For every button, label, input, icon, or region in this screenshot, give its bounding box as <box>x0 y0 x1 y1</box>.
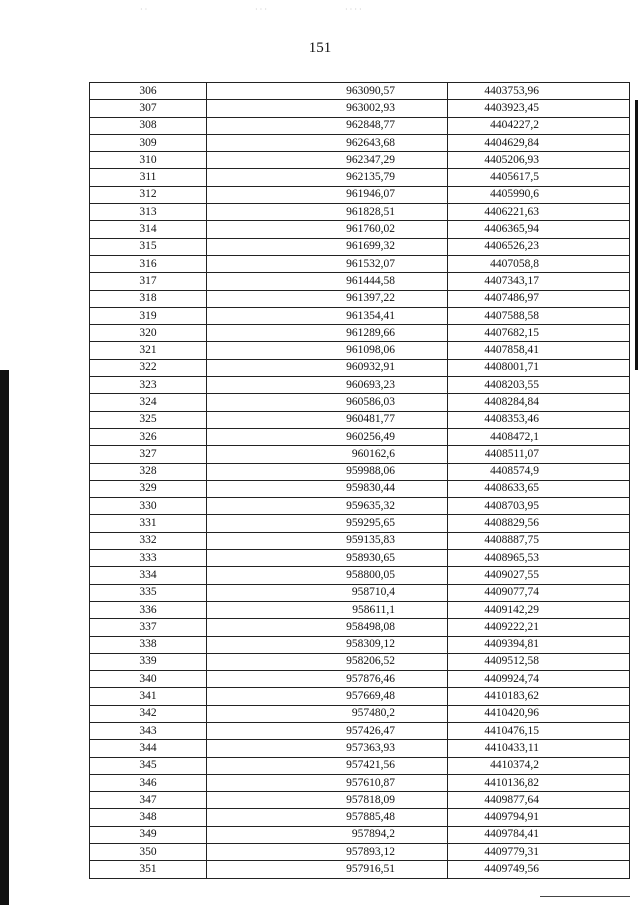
table-row <box>90 532 630 549</box>
table-row <box>90 636 630 653</box>
x-coordinate-cell: 960586,03 <box>207 394 448 411</box>
y-coordinate-cell: 4410476,15 <box>448 722 630 739</box>
x-coordinate-cell: 957893,12 <box>207 844 448 861</box>
y-coordinate-cell: 4409077,74 <box>448 584 630 601</box>
x-coordinate-cell: 961946,07 <box>207 186 448 203</box>
x-coordinate-cell: 959830,44 <box>207 480 448 497</box>
x-coordinate-cell: 960256,49 <box>207 428 448 445</box>
table-row <box>90 757 630 774</box>
y-coordinate-cell: 4403923,45 <box>448 100 630 117</box>
y-coordinate-cell: 4408829,56 <box>448 515 630 532</box>
point-number-cell: 316 <box>90 255 207 272</box>
point-number-cell: 338 <box>90 636 207 653</box>
point-number-cell: 339 <box>90 653 207 670</box>
point-number-cell: 311 <box>90 169 207 186</box>
x-coordinate-cell: 957916,51 <box>207 861 448 878</box>
x-coordinate-cell: 961760,02 <box>207 221 448 238</box>
point-number-cell: 314 <box>90 221 207 238</box>
table-row <box>90 550 630 567</box>
point-number-cell: 332 <box>90 532 207 549</box>
y-coordinate-cell: 4409779,31 <box>448 844 630 861</box>
y-coordinate-cell: 4410374,2 <box>448 757 630 774</box>
x-coordinate-cell: 963002,93 <box>207 100 448 117</box>
x-coordinate-cell: 957818,09 <box>207 792 448 809</box>
table-row <box>90 134 630 151</box>
y-coordinate-cell: 4406221,63 <box>448 204 630 221</box>
y-coordinate-cell: 4409027,55 <box>448 567 630 584</box>
x-coordinate-cell: 959135,83 <box>207 532 448 549</box>
x-coordinate-cell: 958611,1 <box>207 601 448 618</box>
point-number-cell: 309 <box>90 134 207 151</box>
y-coordinate-cell: 4406526,23 <box>448 238 630 255</box>
y-coordinate-cell: 4407486,97 <box>448 290 630 307</box>
x-coordinate-cell: 957669,48 <box>207 688 448 705</box>
point-number-cell: 329 <box>90 480 207 497</box>
y-coordinate-cell: 4408001,71 <box>448 359 630 376</box>
table-row <box>90 446 630 463</box>
table-row <box>90 255 630 272</box>
point-number-cell: 306 <box>90 83 207 100</box>
y-coordinate-cell: 4409784,41 <box>448 826 630 843</box>
point-number-cell: 321 <box>90 342 207 359</box>
x-coordinate-cell: 957876,46 <box>207 671 448 688</box>
y-coordinate-cell: 4405617,5 <box>448 169 630 186</box>
x-coordinate-cell: 961289,66 <box>207 325 448 342</box>
scan-artifact: · · <box>140 5 148 14</box>
point-number-cell: 334 <box>90 567 207 584</box>
x-coordinate-cell: 957421,56 <box>207 757 448 774</box>
point-number-cell: 344 <box>90 740 207 757</box>
point-number-cell: 345 <box>90 757 207 774</box>
point-number-cell: 351 <box>90 861 207 878</box>
x-coordinate-cell: 959988,06 <box>207 463 448 480</box>
point-number-cell: 346 <box>90 774 207 791</box>
table-row <box>90 186 630 203</box>
point-number-cell: 348 <box>90 809 207 826</box>
x-coordinate-cell: 960693,23 <box>207 377 448 394</box>
x-coordinate-cell: 957480,2 <box>207 705 448 722</box>
point-number-cell: 315 <box>90 238 207 255</box>
table-row <box>90 809 630 826</box>
y-coordinate-cell: 4410183,62 <box>448 688 630 705</box>
table-row <box>90 307 630 324</box>
coordinates-table <box>89 82 630 879</box>
table-row <box>90 688 630 705</box>
y-coordinate-cell: 4409924,74 <box>448 671 630 688</box>
table-row <box>90 722 630 739</box>
x-coordinate-cell: 962135,79 <box>207 169 448 186</box>
y-coordinate-cell: 4407058,8 <box>448 255 630 272</box>
table-row <box>90 169 630 186</box>
point-number-cell: 340 <box>90 671 207 688</box>
y-coordinate-cell: 4407343,17 <box>448 273 630 290</box>
table-row <box>90 601 630 618</box>
table-row <box>90 325 630 342</box>
point-number-cell: 347 <box>90 792 207 809</box>
y-coordinate-cell: 4410136,82 <box>448 774 630 791</box>
point-number-cell: 336 <box>90 601 207 618</box>
scan-artifact: · · · <box>255 5 267 14</box>
point-number-cell: 319 <box>90 307 207 324</box>
table-row <box>90 273 630 290</box>
y-coordinate-cell: 4405990,6 <box>448 186 630 203</box>
x-coordinate-cell: 957885,48 <box>207 809 448 826</box>
y-coordinate-cell: 4409794,91 <box>448 809 630 826</box>
x-coordinate-cell: 961354,41 <box>207 307 448 324</box>
y-coordinate-cell: 4409512,58 <box>448 653 630 670</box>
table-row <box>90 204 630 221</box>
table-row <box>90 290 630 307</box>
x-coordinate-cell: 961699,32 <box>207 238 448 255</box>
y-coordinate-cell: 4404227,2 <box>448 117 630 134</box>
point-number-cell: 341 <box>90 688 207 705</box>
table-row <box>90 619 630 636</box>
x-coordinate-cell: 958930,65 <box>207 550 448 567</box>
x-coordinate-cell: 961397,22 <box>207 290 448 307</box>
point-number-cell: 313 <box>90 204 207 221</box>
table-row <box>90 826 630 843</box>
point-number-cell: 333 <box>90 550 207 567</box>
x-coordinate-cell: 959295,65 <box>207 515 448 532</box>
point-number-cell: 349 <box>90 826 207 843</box>
point-number-cell: 325 <box>90 411 207 428</box>
x-coordinate-cell: 962347,29 <box>207 152 448 169</box>
x-coordinate-cell: 960932,91 <box>207 359 448 376</box>
y-coordinate-cell: 4408353,46 <box>448 411 630 428</box>
y-coordinate-cell: 4406365,94 <box>448 221 630 238</box>
x-coordinate-cell: 958498,08 <box>207 619 448 636</box>
x-coordinate-cell: 960162,6 <box>207 446 448 463</box>
x-coordinate-cell: 958206,52 <box>207 653 448 670</box>
x-coordinate-cell: 961098,06 <box>207 342 448 359</box>
y-coordinate-cell: 4409749,56 <box>448 861 630 878</box>
x-coordinate-cell: 961532,07 <box>207 255 448 272</box>
table-row <box>90 774 630 791</box>
point-number-cell: 337 <box>90 619 207 636</box>
scan-edge-left <box>0 370 9 905</box>
table-row <box>90 342 630 359</box>
scan-edge-right <box>635 100 638 370</box>
point-number-cell: 342 <box>90 705 207 722</box>
table-row <box>90 152 630 169</box>
point-number-cell: 350 <box>90 844 207 861</box>
table-row <box>90 567 630 584</box>
scan-edge-bottom <box>540 896 630 897</box>
y-coordinate-cell: 4408965,53 <box>448 550 630 567</box>
table-row <box>90 480 630 497</box>
x-coordinate-cell: 957610,87 <box>207 774 448 791</box>
table-row <box>90 238 630 255</box>
table-row <box>90 411 630 428</box>
point-number-cell: 323 <box>90 377 207 394</box>
point-number-cell: 322 <box>90 359 207 376</box>
scan-artifact: · · · · <box>345 5 362 14</box>
x-coordinate-cell: 957363,93 <box>207 740 448 757</box>
x-coordinate-cell: 958800,05 <box>207 567 448 584</box>
table-row <box>90 359 630 376</box>
y-coordinate-cell: 4408574,9 <box>448 463 630 480</box>
table-row <box>90 463 630 480</box>
x-coordinate-cell: 961828,51 <box>207 204 448 221</box>
point-number-cell: 331 <box>90 515 207 532</box>
x-coordinate-cell: 962643,68 <box>207 134 448 151</box>
y-coordinate-cell: 4408511,07 <box>448 446 630 463</box>
y-coordinate-cell: 4407588,58 <box>448 307 630 324</box>
table-row <box>90 705 630 722</box>
point-number-cell: 320 <box>90 325 207 342</box>
x-coordinate-cell: 958710,4 <box>207 584 448 601</box>
x-coordinate-cell: 963090,57 <box>207 83 448 100</box>
point-number-cell: 330 <box>90 498 207 515</box>
table-row <box>90 498 630 515</box>
table-row <box>90 792 630 809</box>
x-coordinate-cell: 961444,58 <box>207 273 448 290</box>
table-row <box>90 100 630 117</box>
table-row <box>90 515 630 532</box>
point-number-cell: 308 <box>90 117 207 134</box>
point-number-cell: 318 <box>90 290 207 307</box>
table-row <box>90 861 630 878</box>
y-coordinate-cell: 4404629,84 <box>448 134 630 151</box>
x-coordinate-cell: 959635,32 <box>207 498 448 515</box>
table-row <box>90 83 630 100</box>
page-number: 151 <box>308 40 332 56</box>
point-number-cell: 310 <box>90 152 207 169</box>
point-number-cell: 327 <box>90 446 207 463</box>
table-row <box>90 221 630 238</box>
y-coordinate-cell: 4409394,81 <box>448 636 630 653</box>
x-coordinate-cell: 962848,77 <box>207 117 448 134</box>
table-row <box>90 428 630 445</box>
y-coordinate-cell: 4407682,15 <box>448 325 630 342</box>
y-coordinate-cell: 4408472,1 <box>448 428 630 445</box>
point-number-cell: 312 <box>90 186 207 203</box>
x-coordinate-cell: 958309,12 <box>207 636 448 653</box>
y-coordinate-cell: 4409877,64 <box>448 792 630 809</box>
point-number-cell: 343 <box>90 722 207 739</box>
x-coordinate-cell: 957426,47 <box>207 722 448 739</box>
point-number-cell: 324 <box>90 394 207 411</box>
point-number-cell: 307 <box>90 100 207 117</box>
table-row <box>90 844 630 861</box>
point-number-cell: 335 <box>90 584 207 601</box>
table-row <box>90 394 630 411</box>
table-row <box>90 377 630 394</box>
y-coordinate-cell: 4408284,84 <box>448 394 630 411</box>
y-coordinate-cell: 4408703,95 <box>448 498 630 515</box>
table-row <box>90 740 630 757</box>
table-row <box>90 671 630 688</box>
y-coordinate-cell: 4408203,55 <box>448 377 630 394</box>
point-number-cell: 326 <box>90 428 207 445</box>
y-coordinate-cell: 4410420,96 <box>448 705 630 722</box>
y-coordinate-cell: 4409222,21 <box>448 619 630 636</box>
y-coordinate-cell: 4405206,93 <box>448 152 630 169</box>
point-number-cell: 328 <box>90 463 207 480</box>
point-number-cell: 317 <box>90 273 207 290</box>
x-coordinate-cell: 960481,77 <box>207 411 448 428</box>
y-coordinate-cell: 4410433,11 <box>448 740 630 757</box>
y-coordinate-cell: 4403753,96 <box>448 83 630 100</box>
table-row <box>90 653 630 670</box>
table-row <box>90 584 630 601</box>
y-coordinate-cell: 4409142,29 <box>448 601 630 618</box>
y-coordinate-cell: 4407858,41 <box>448 342 630 359</box>
x-coordinate-cell: 957894,2 <box>207 826 448 843</box>
y-coordinate-cell: 4408633,65 <box>448 480 630 497</box>
y-coordinate-cell: 4408887,75 <box>448 532 630 549</box>
table-row <box>90 117 630 134</box>
